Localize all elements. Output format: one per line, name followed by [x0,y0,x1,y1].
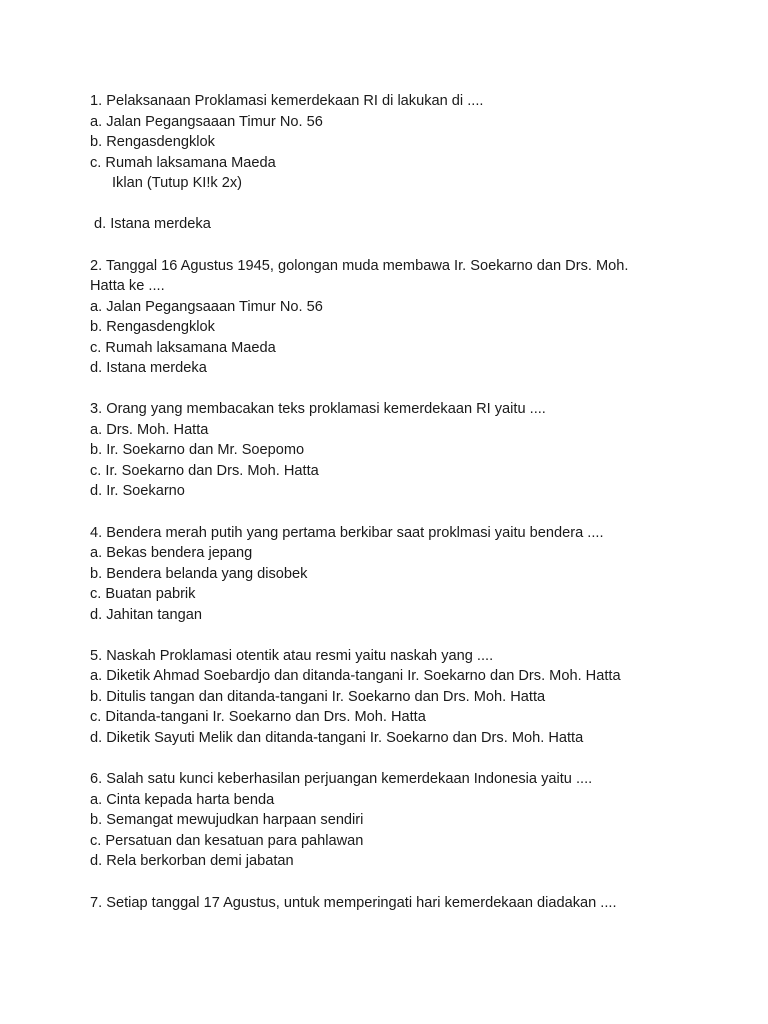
option-b: b. Rengasdengklok [90,134,215,150]
option-a: a. Bekas bendera jepang [90,545,253,562]
question-stem: 2. Tanggal 16 Agustus 1945, golongan muda membawa Ir. Soekarno dan Drs. Moh. [90,257,629,274]
option-b: b. Rengasdengklok [90,319,215,336]
ad-close-link[interactable]: Iklan (Tutup KI!k 2x) [112,175,243,191]
option-d: d. Ir. Soekarno [90,483,185,500]
option-b: b. Bendera belanda yang disobek [90,565,308,582]
option-d: d. Istana merdeka [94,216,211,233]
option-a: a. Cinta kepada harta benda [90,791,275,808]
option-c: c. Persatuan dan kesatuan para pahlawan [90,832,364,849]
option-c: c. Buatan pabrik [90,586,196,603]
option-c: c. Rumah laksamana Maeda [90,339,276,356]
question-6 [90,769,730,872]
option-b: b. Semangat mewujudkan harpaan sendiri [90,812,364,829]
option-a: a. Drs. Moh. Hatta [90,421,209,438]
question-stem: 3. Orang yang membacakan teks proklamasi kemerdekaan RI yaitu .... [90,401,546,418]
option-c: c. Ditanda-tangani Ir. Soekarno dan Drs. Moh. Hatta [90,709,426,726]
question-4 [90,523,730,626]
option-b: b. Ditulis tangan dan ditanda-tangani Ir. Soekarno dan Drs. Moh. Hatta [90,688,546,705]
question-3 [90,399,730,502]
question-stem: 5. Naskah Proklamasi otentik atau resmi yaitu naskah yang .... [90,647,494,664]
document-page [90,91,730,913]
option-d: d. Istana merdeka [90,360,207,377]
question-stem: 6. Salah satu kunci keberhasilan perjuangan kemerdekaan Indonesia yaitu .... [90,771,593,788]
question-stem-cont: Hatta ke .... [90,278,165,295]
question-1 [90,91,730,235]
question-stem: 1. Pelaksanaan Proklamasi kemerdekaan RI di lakukan di .... [90,93,484,109]
ad-placeholder [90,194,730,215]
question-7 [90,893,730,914]
option-a: a. Jalan Pegangsaaan Timur No. 56 [90,298,323,315]
question-2 [90,256,730,379]
option-c: c. Rumah laksamana Maeda [90,154,276,171]
option-b: b. Ir. Soekarno dan Mr. Soepomo [90,442,305,459]
question-5 [90,646,730,749]
question-stem: 4. Bendera merah putih yang pertama berkibar saat proklmasi yaitu bendera .... [90,524,604,541]
option-d: d. Rela berkorban demi jabatan [90,853,294,870]
option-a: a. Jalan Pegangsaaan Timur No. 56 [90,113,323,130]
option-c: c. Ir. Soekarno dan Drs. Moh. Hatta [90,462,319,479]
option-d: d. Diketik Sayuti Melik dan ditanda-tangani Ir. Soekarno dan Drs. Moh. Hatta [90,729,584,746]
question-stem: 7. Setiap tanggal 17 Agustus, untuk memperingati hari kemerdekaan diadakan .... [90,894,617,911]
option-d: d. Jahitan tangan [90,606,202,623]
option-a: a. Diketik Ahmad Soebardjo dan ditanda-tangani Ir. Soekarno dan Drs. Moh. Hatta [90,668,621,685]
